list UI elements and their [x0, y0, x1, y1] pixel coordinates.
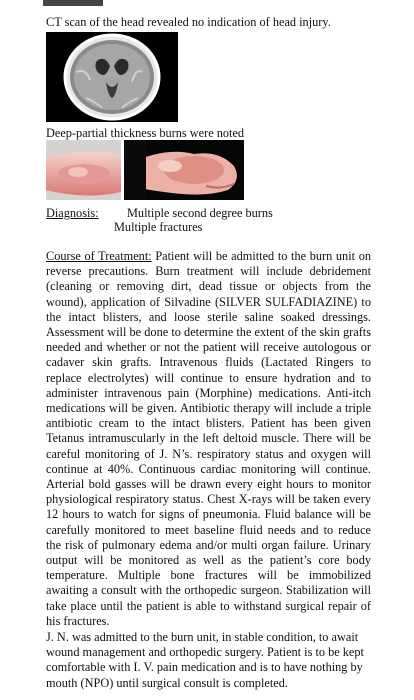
burn-photo-hand — [124, 140, 244, 200]
top-image-edge — [43, 0, 103, 6]
burns-caption: Deep-partial thickness burns were noted — [46, 126, 245, 140]
diagnosis-item: Multiple fractures — [114, 220, 203, 234]
closing-paragraph: J. N. was admitted to the burn unit, in stable condition, to await wound management and orthopedic surgery. Patient is to be kept comfortable with I. V. pain medication and is to have nothing by mouth (NPO) until surgical consult is completed. — [46, 630, 364, 690]
course-text: Patient will be admitted to the burn unit on reverse precautions. Burn treatment will include debridement (cleaning or removing dirt, dead tissue or objects from the wound), application of Silvadine (SILVER SULFADIAZINE) to the intact blisters, and loose sterile saline soaked dressings. Assessment will be done to determine the extent of the skin grafts needed and whether or not the patient will receive autologous or cadaver skin grafts. Intravenous fluids (Lactated Ringers to replace electrolytes) will continue to ensure hydration and to administer intravenous pain (Morphine) medications. Anti-itch medications will be given. Antibiotic therapy will include a triple antibiotic cream to the intact blisters. Patient has been given Tetanus intramuscularly in the left deltoid muscle. There will be careful monitoring of J. N’s. respiratory status and oxygen will continue at 40%. Continuous cardiac monitoring will continue. Arterial bold gasses will be drawn every eight hours to monitor physiological respiratory status. Chest X-rays will be taken every 12 hours to watch for signs of pneumonia. Fluid balance will be carefully monitored to meet baseline fluid needs and to reduce the risk of pulmonary edema and/or multi organ failure. Urinary output will be monitored as well as the patient’s core body temperature. Multiple bone fractures will be immobilized awaiting a consult with the orthopedic surgeon. Stabilization will take place until the patient is able to withstand surgical repair of his fractures. — [46, 249, 371, 628]
course-of-treatment — [46, 249, 371, 629]
ct-scan-image — [46, 32, 178, 122]
ct-caption: CT scan of the head revealed no indication of head injury. — [46, 15, 331, 29]
diagnosis-item: Multiple second degree burns — [127, 206, 273, 220]
burn-photo-arm — [46, 140, 121, 200]
diagnosis-label: Diagnosis: — [46, 206, 99, 220]
course-label: Course of Treatment: — [46, 249, 152, 263]
